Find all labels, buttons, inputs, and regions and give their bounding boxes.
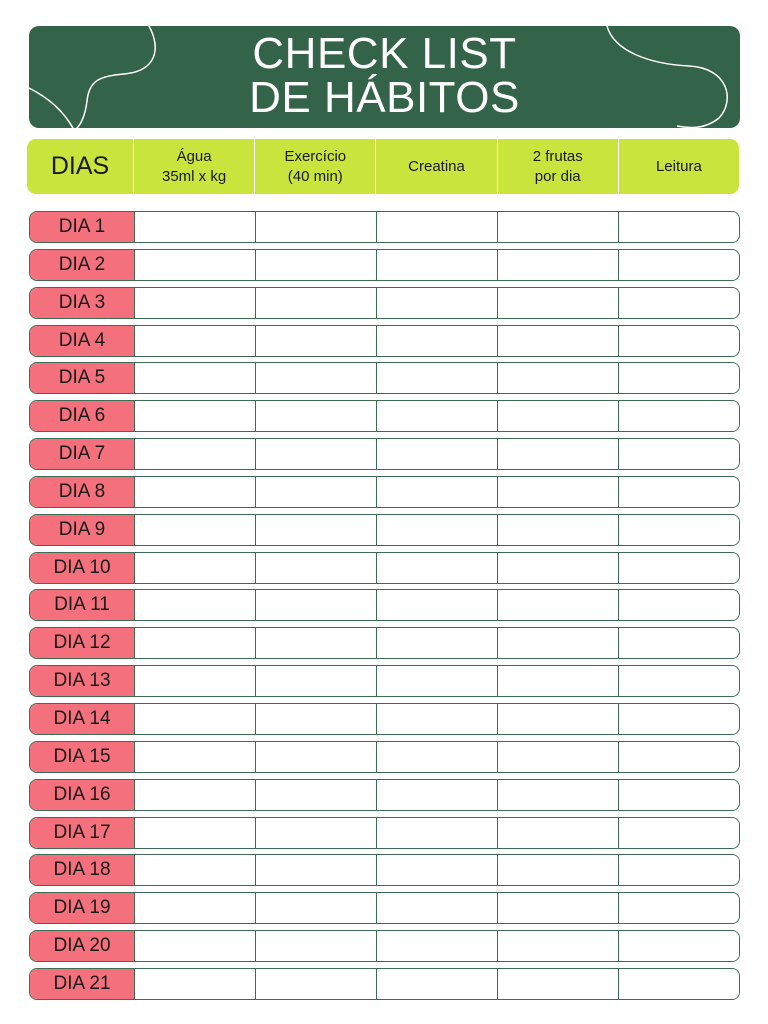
table-row: [29, 665, 740, 697]
habit-checkbox-cell[interactable]: [377, 401, 498, 431]
habit-checkbox-cell[interactable]: [377, 477, 498, 507]
day-label: DIA 9: [30, 515, 135, 545]
habit-checkbox-cell[interactable]: [256, 818, 377, 848]
habit-checkbox-cell[interactable]: [498, 704, 619, 734]
habit-checkbox-cell[interactable]: [377, 704, 498, 734]
habit-checkbox-cell[interactable]: [498, 250, 619, 280]
habit-checkbox-cell[interactable]: [498, 893, 619, 923]
table-row: [29, 703, 740, 735]
header-col-reading: Leitura: [655, 157, 702, 175]
habit-checkbox-cell[interactable]: [498, 515, 619, 545]
day-label: DIA 12: [30, 628, 135, 658]
table-row: [29, 589, 740, 621]
habit-checkbox-cell[interactable]: [377, 628, 498, 658]
habit-checkbox-cell[interactable]: [256, 628, 377, 658]
habit-checkbox-cell[interactable]: [619, 326, 739, 356]
table-row: [29, 817, 740, 849]
habit-checkbox-cell[interactable]: [498, 401, 619, 431]
habit-checkbox-cell[interactable]: [619, 666, 739, 696]
habit-checkbox-cell[interactable]: [619, 439, 739, 469]
day-label: DIA 4: [30, 326, 135, 356]
day-label: DIA 15: [30, 742, 135, 772]
habit-checkbox-cell[interactable]: [619, 931, 739, 961]
habit-checkbox-cell[interactable]: [377, 439, 498, 469]
table-row: [29, 476, 740, 508]
habit-checkbox-cell[interactable]: [498, 212, 619, 242]
header-days-label: DIAS: [27, 139, 134, 194]
habit-checkbox-cell[interactable]: [135, 969, 256, 999]
habit-checkbox-cell[interactable]: [377, 855, 498, 885]
habit-checkbox-cell[interactable]: [498, 553, 619, 583]
habit-checkbox-cell[interactable]: [619, 590, 739, 620]
habit-checkbox-cell[interactable]: [135, 553, 256, 583]
table-row: [29, 362, 740, 394]
habit-checkbox-cell[interactable]: [498, 931, 619, 961]
habit-checkbox-cell[interactable]: [498, 666, 619, 696]
day-label: DIA 21: [30, 969, 135, 999]
table-row: [29, 968, 740, 1000]
header-row: [27, 139, 739, 194]
habit-checkbox-cell[interactable]: [619, 401, 739, 431]
table-row: [29, 741, 740, 773]
day-label: DIA 2: [30, 250, 135, 280]
habit-checkbox-cell[interactable]: [135, 704, 256, 734]
habit-checkbox-cell[interactable]: [256, 553, 377, 583]
habit-checkbox-cell[interactable]: [498, 780, 619, 810]
habit-checkbox-cell[interactable]: [256, 780, 377, 810]
habit-checkbox-cell[interactable]: [135, 250, 256, 280]
habit-checkbox-cell[interactable]: [498, 855, 619, 885]
habit-checkbox-cell[interactable]: [619, 742, 739, 772]
habit-checkbox-cell[interactable]: [256, 439, 377, 469]
habit-checkbox-cell[interactable]: [135, 212, 256, 242]
habit-checkbox-cell[interactable]: [377, 288, 498, 318]
habit-checkbox-cell[interactable]: [135, 855, 256, 885]
habit-checkbox-cell[interactable]: [619, 363, 739, 393]
day-label: DIA 18: [30, 855, 135, 885]
habit-checkbox-cell[interactable]: [135, 477, 256, 507]
habit-rows: [29, 211, 740, 1006]
habit-checkbox-cell[interactable]: [498, 590, 619, 620]
day-label: DIA 20: [30, 931, 135, 961]
habit-checkbox-cell[interactable]: [619, 288, 739, 318]
habit-checkbox-cell[interactable]: [498, 326, 619, 356]
day-label: DIA 13: [30, 666, 135, 696]
habit-checkbox-cell[interactable]: [619, 477, 739, 507]
habit-checkbox-cell[interactable]: [498, 969, 619, 999]
habit-checkbox-cell[interactable]: [256, 477, 377, 507]
habit-checkbox-cell[interactable]: [256, 704, 377, 734]
habit-checkbox-cell[interactable]: [377, 590, 498, 620]
table-row: [29, 552, 740, 584]
habit-checkbox-cell[interactable]: [377, 515, 498, 545]
habit-checkbox-cell[interactable]: [256, 515, 377, 545]
habit-checkbox-cell[interactable]: [135, 931, 256, 961]
habit-checkbox-cell[interactable]: [377, 969, 498, 999]
habit-checkbox-cell[interactable]: [377, 212, 498, 242]
habit-checkbox-cell[interactable]: [256, 212, 377, 242]
habit-checkbox-cell[interactable]: [135, 818, 256, 848]
table-row: [29, 400, 740, 432]
day-label: DIA 3: [30, 288, 135, 318]
day-label: DIA 8: [30, 477, 135, 507]
habit-checkbox-cell[interactable]: [619, 818, 739, 848]
table-row: [29, 211, 740, 243]
habit-checkbox-cell[interactable]: [256, 401, 377, 431]
habit-checkbox-cell[interactable]: [619, 212, 739, 242]
page-title: [29, 29, 740, 122]
day-label: DIA 10: [30, 553, 135, 583]
habit-checkbox-cell[interactable]: [498, 628, 619, 658]
habit-checkbox-cell[interactable]: [135, 780, 256, 810]
table-row: [29, 249, 740, 281]
habit-checkbox-cell[interactable]: [377, 818, 498, 848]
habit-checkbox-cell[interactable]: [256, 893, 377, 923]
habit-checkbox-cell[interactable]: [256, 969, 377, 999]
habit-checkbox-cell[interactable]: [135, 363, 256, 393]
habit-checkbox-cell[interactable]: [135, 628, 256, 658]
habit-checkbox-cell[interactable]: [377, 326, 498, 356]
habit-checkbox-cell[interactable]: [377, 363, 498, 393]
habit-checkbox-cell[interactable]: [135, 288, 256, 318]
habit-checkbox-cell[interactable]: [377, 666, 498, 696]
day-label: DIA 5: [30, 363, 135, 393]
table-row: [29, 854, 740, 886]
habit-checkbox-cell[interactable]: [498, 818, 619, 848]
day-label: DIA 19: [30, 893, 135, 923]
table-row: [29, 514, 740, 546]
habit-checkbox-cell[interactable]: [498, 288, 619, 318]
habit-checkbox-cell[interactable]: [377, 250, 498, 280]
habit-checkbox-cell[interactable]: [256, 250, 377, 280]
habit-checkbox-cell[interactable]: [498, 439, 619, 469]
table-row: [29, 627, 740, 659]
habit-checkbox-cell[interactable]: [256, 742, 377, 772]
habit-checkbox-cell[interactable]: [498, 363, 619, 393]
habit-checkbox-cell[interactable]: [135, 666, 256, 696]
table-row: [29, 287, 740, 319]
habit-checkbox-cell[interactable]: [256, 855, 377, 885]
title-line-1: CHECK LIST: [252, 29, 517, 78]
habit-checkbox-cell[interactable]: [256, 590, 377, 620]
habit-checkbox-cell[interactable]: [135, 439, 256, 469]
day-label: DIA 6: [30, 401, 135, 431]
habit-checkbox-cell[interactable]: [135, 515, 256, 545]
table-row: [29, 325, 740, 357]
day-label: DIA 16: [30, 780, 135, 810]
table-row: [29, 892, 740, 924]
habit-checkbox-cell[interactable]: [619, 553, 739, 583]
header-col-exercise: Exercício (40 min): [255, 139, 376, 194]
habit-checkbox-cell[interactable]: [619, 969, 739, 999]
header-col-water: Água 35ml x kg: [134, 139, 255, 194]
table-row: [29, 438, 740, 470]
habit-checkbox-cell[interactable]: [256, 931, 377, 961]
day-label: DIA 14: [30, 704, 135, 734]
day-label: DIA 1: [30, 212, 135, 242]
habit-checkbox-cell[interactable]: [619, 515, 739, 545]
habit-checkbox-cell[interactable]: [619, 780, 739, 810]
habit-checkbox-cell[interactable]: [256, 326, 377, 356]
habit-checkbox-cell[interactable]: [256, 288, 377, 318]
habit-checkbox-cell[interactable]: [377, 893, 498, 923]
table-row: [29, 930, 740, 962]
habit-checkbox-cell[interactable]: [619, 250, 739, 280]
day-label: DIA 7: [30, 439, 135, 469]
habit-checkbox-cell[interactable]: [619, 893, 739, 923]
day-label: DIA 17: [30, 818, 135, 848]
habit-checkbox-cell[interactable]: [619, 855, 739, 885]
habit-checkbox-cell[interactable]: [377, 780, 498, 810]
title-line-2: DE HÁBITOS: [249, 73, 520, 122]
table-row: [29, 779, 740, 811]
habit-checkbox-cell[interactable]: [135, 590, 256, 620]
habit-checkbox-cell[interactable]: [619, 704, 739, 734]
header-col-creatine: Creatina: [376, 139, 497, 194]
habit-checkbox-cell[interactable]: [498, 742, 619, 772]
header-col-fruits: 2 frutas por dia: [498, 139, 619, 194]
habit-checkbox-cell[interactable]: [498, 477, 619, 507]
habit-checkbox-cell[interactable]: [256, 666, 377, 696]
habit-checkbox-cell[interactable]: [377, 742, 498, 772]
habit-checkbox-cell[interactable]: [135, 742, 256, 772]
title-banner: [29, 26, 740, 128]
day-label: DIA 11: [30, 590, 135, 620]
habit-checkbox-cell[interactable]: [256, 363, 377, 393]
habit-checkbox-cell[interactable]: [377, 553, 498, 583]
habit-checkbox-cell[interactable]: [619, 628, 739, 658]
habit-checkbox-cell[interactable]: [135, 326, 256, 356]
habit-checkbox-cell[interactable]: [135, 401, 256, 431]
habit-checkbox-cell[interactable]: [377, 931, 498, 961]
habit-checkbox-cell[interactable]: [135, 893, 256, 923]
